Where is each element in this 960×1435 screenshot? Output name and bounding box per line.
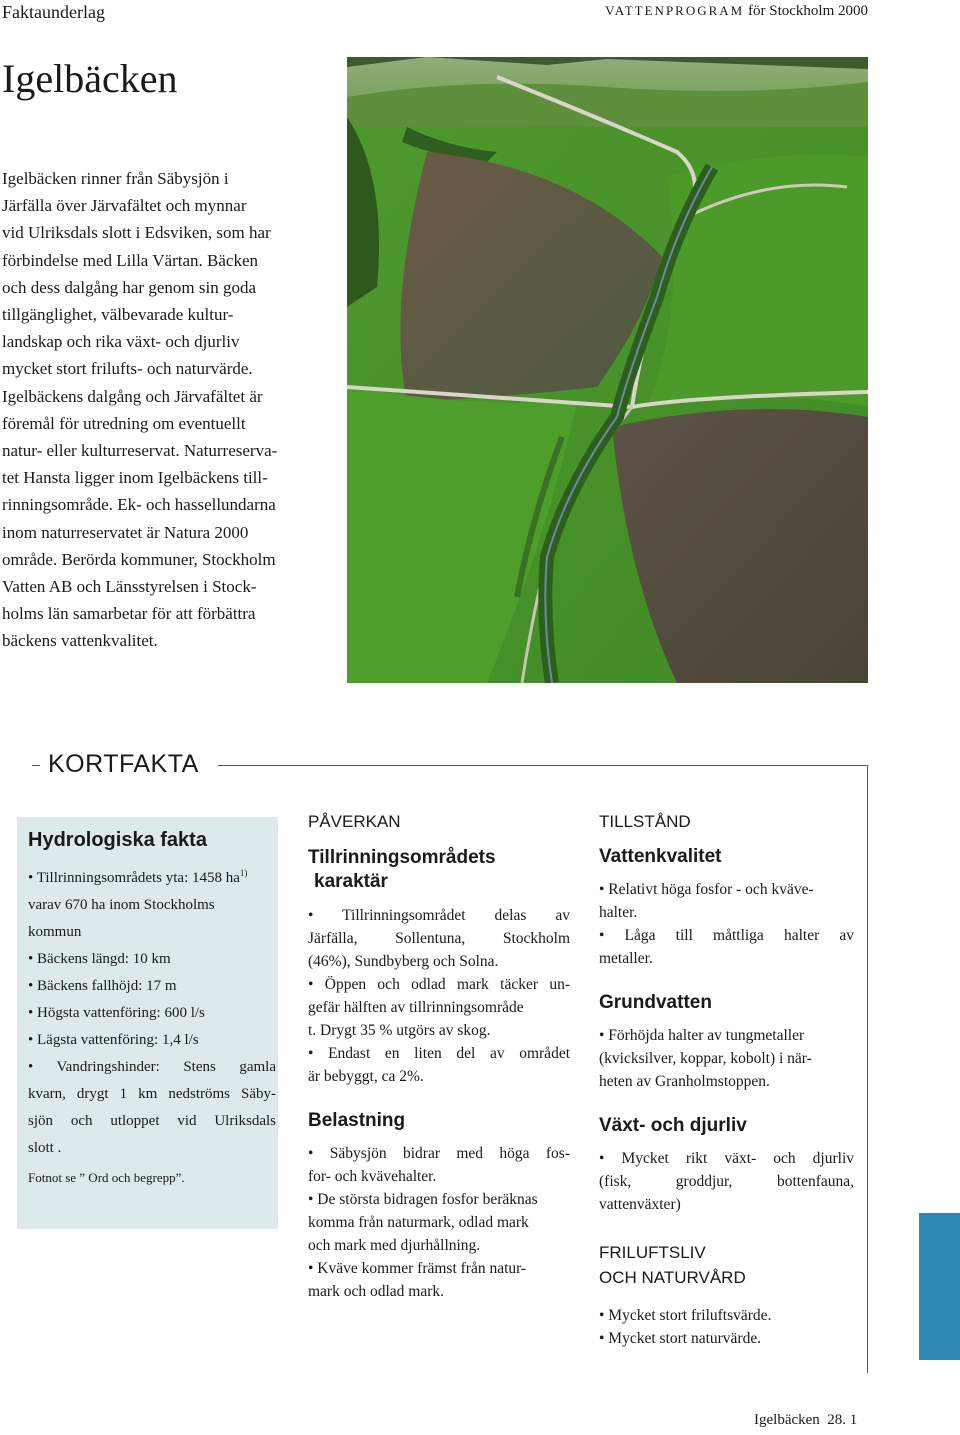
recreation-caption-line2: OCH NATURVÅRD (599, 1268, 746, 1287)
flora-fauna-line: vattenväxter) (599, 1196, 681, 1213)
groundwater-list (599, 1024, 854, 1093)
water-quality-line: halter. (599, 904, 638, 921)
hydrology-line: • Högsta vattenföring: 600 l/s (28, 1005, 205, 1021)
intro-line: tet Hansta ligger inom Igelbäckens till- (2, 468, 268, 488)
load-line: for- och kvävehalter. (308, 1168, 437, 1185)
catchment-list (308, 904, 570, 1088)
hydrology-line: • Bäckens längd: 10 km (28, 951, 171, 967)
intro-line: Vatten AB och Länsstyrelsen i Stock- (2, 577, 257, 597)
intro-line: holms län samarbetar för att förbättra (2, 604, 256, 624)
aerial-photo (347, 57, 868, 683)
hydrology-line: • Bäckens fallhöjd: 17 m (28, 978, 177, 994)
hydrology-line: sjön och utloppet vid Ulriksdals (28, 1113, 276, 1129)
intro-line: förbindelse med Lilla Värtan. Bäcken (2, 250, 259, 270)
flora-fauna-line: • Mycket rikt växt- och djurliv (599, 1150, 854, 1167)
intro-line: Igelbäcken rinner från Säbysjön i (2, 169, 229, 188)
hydrology-line: kommun (28, 924, 82, 940)
recreation-line: • Mycket stort naturvärde. (599, 1330, 762, 1347)
catchment-line: • Endast en liten del av området (308, 1045, 570, 1062)
load-line: och mark med djurhållning. (308, 1237, 481, 1254)
hydrology-footnote: Fotnot se ” Ord och begrepp”. (28, 1170, 185, 1185)
page-footer: Igelbäcken 28. 1 (754, 1412, 858, 1428)
water-quality-line: metaller. (599, 950, 653, 967)
kortfakta-rule-right (218, 765, 868, 766)
load-line: komma från naturmark, odlad mark (308, 1214, 529, 1231)
intro-line: och dess dalgång har genom sin goda (2, 277, 256, 297)
intro-line: rinningsområde. Ek- och hassellundarna (2, 495, 276, 515)
hydrology-area-text: • Tillrinningsområdets yta: 1458 ha (28, 870, 240, 886)
intro-line: område. Berörda kommuner, Stockholm (2, 549, 276, 569)
intro-line: tillgänglighet, välbevarade kultur- (2, 305, 234, 325)
groundwater-heading: Grundvatten (599, 992, 712, 1013)
section-tab-marker (919, 1213, 960, 1360)
catchment-heading (308, 846, 570, 894)
hydrology-line: slott . (28, 1140, 62, 1156)
load-line: • Säbysjön bidrar med höga fos- (308, 1145, 570, 1162)
header-program-name: VATTENPROGRAM (605, 3, 745, 18)
intro-line: mycket stort frilufts- och naturvärde. (2, 359, 253, 379)
intro-line: bäckens vattenkvalitet. (2, 631, 158, 651)
kortfakta-heading: KORTFAKTA (48, 750, 199, 778)
hydrology-line: varav 670 ha inom Stockholms (28, 897, 215, 913)
intro-line: natur- eller kulturreservat. Naturreserva- (2, 441, 278, 461)
kortfakta-rule-left (32, 765, 40, 766)
intro-line: landskap och rika växt- och djurliv (2, 332, 240, 352)
groundwater-line: (kvicksilver, koppar, kobolt) i när- (599, 1050, 812, 1067)
flora-fauna-line: (fisk, groddjur, bottenfauna, (599, 1173, 854, 1190)
hydrology-box (17, 817, 278, 1229)
hydrology-list (28, 860, 276, 1162)
status-caption: TILLSTÅND (599, 812, 691, 831)
water-quality-line: • Låga till måttliga halter av (599, 927, 854, 944)
catchment-line: är bebyggt, ca 2%. (308, 1068, 424, 1085)
flora-fauna-heading: Växt- och djurliv (599, 1115, 747, 1136)
impact-caption: PÅVERKAN (308, 812, 401, 831)
catchment-line: • Öppen och odlad mark täcker un- (308, 976, 570, 993)
load-list (308, 1142, 570, 1303)
intro-text (2, 165, 332, 655)
kortfakta-rule-vertical (867, 765, 868, 1373)
hydrology-line: kvarn, drygt 1 km nedströms Säby- (28, 1086, 276, 1102)
hydrology-line: • Vandringshinder: Stens gamla (28, 1059, 276, 1075)
intro-line: föremål för utredning om eventuellt (2, 413, 246, 433)
intro-line: vid Ulriksdals slott i Edsviken, som har (2, 223, 271, 243)
groundwater-line: • Förhöjda halter av tungmetaller (599, 1027, 805, 1044)
recreation-list (599, 1304, 854, 1350)
header-program (605, 3, 868, 20)
recreation-caption (599, 1240, 854, 1290)
header-section-label: Faktaunderlag (2, 2, 105, 22)
recreation-line: • Mycket stort friluftsvärde. (599, 1307, 772, 1324)
water-quality-heading: Vattenkvalitet (599, 846, 722, 867)
water-quality-list (599, 878, 854, 970)
catchment-line: Järfälla, Sollentuna, Stockholm (308, 930, 570, 947)
flora-fauna-list (599, 1147, 854, 1216)
load-line: • Kväve kommer främst från natur- (308, 1260, 527, 1277)
catchment-line: (46%), Sundbyberg och Solna. (308, 953, 499, 970)
hydrology-line: • Lägsta vattenföring: 1,4 l/s (28, 1032, 199, 1048)
page-title: Igelbäcken (2, 56, 178, 101)
catchment-heading-line1: Tillrinningsområdets (308, 847, 496, 868)
intro-line: inom naturreservatet är Natura 2000 (2, 522, 249, 542)
status-column (599, 812, 854, 1350)
catchment-line: t. Drygt 35 % utgörs av skog. (308, 1022, 491, 1039)
hydrology-item-area (28, 860, 276, 892)
hydrology-title: Hydrologiska fakta (28, 829, 207, 851)
catchment-line: • Tillrinningsområdet delas av (308, 907, 570, 924)
impact-column (308, 812, 570, 1303)
catchment-line: gefär hälften av tillrinningsområde (308, 999, 524, 1016)
recreation-caption-line1: FRILUFTSLIV (599, 1243, 706, 1262)
water-quality-line: • Relativt höga fosfor - och kväve- (599, 881, 814, 898)
aerial-photo-illustration (347, 57, 868, 683)
load-heading: Belastning (308, 1110, 406, 1131)
catchment-heading-line2: karaktär (314, 871, 388, 892)
load-line: mark och odlad mark. (308, 1283, 445, 1300)
groundwater-line: heten av Granholmstoppen. (599, 1073, 770, 1090)
load-line: • De största bidragen fosfor beräknas (308, 1191, 538, 1208)
header-program-year: för Stockholm 2000 (744, 3, 868, 19)
footnote-marker: 1) (239, 868, 248, 878)
intro-line: Igelbäckens dalgång och Järvafältet är (2, 386, 263, 406)
intro-line: Järfälla över Järvafältet och mynnar (2, 196, 247, 216)
